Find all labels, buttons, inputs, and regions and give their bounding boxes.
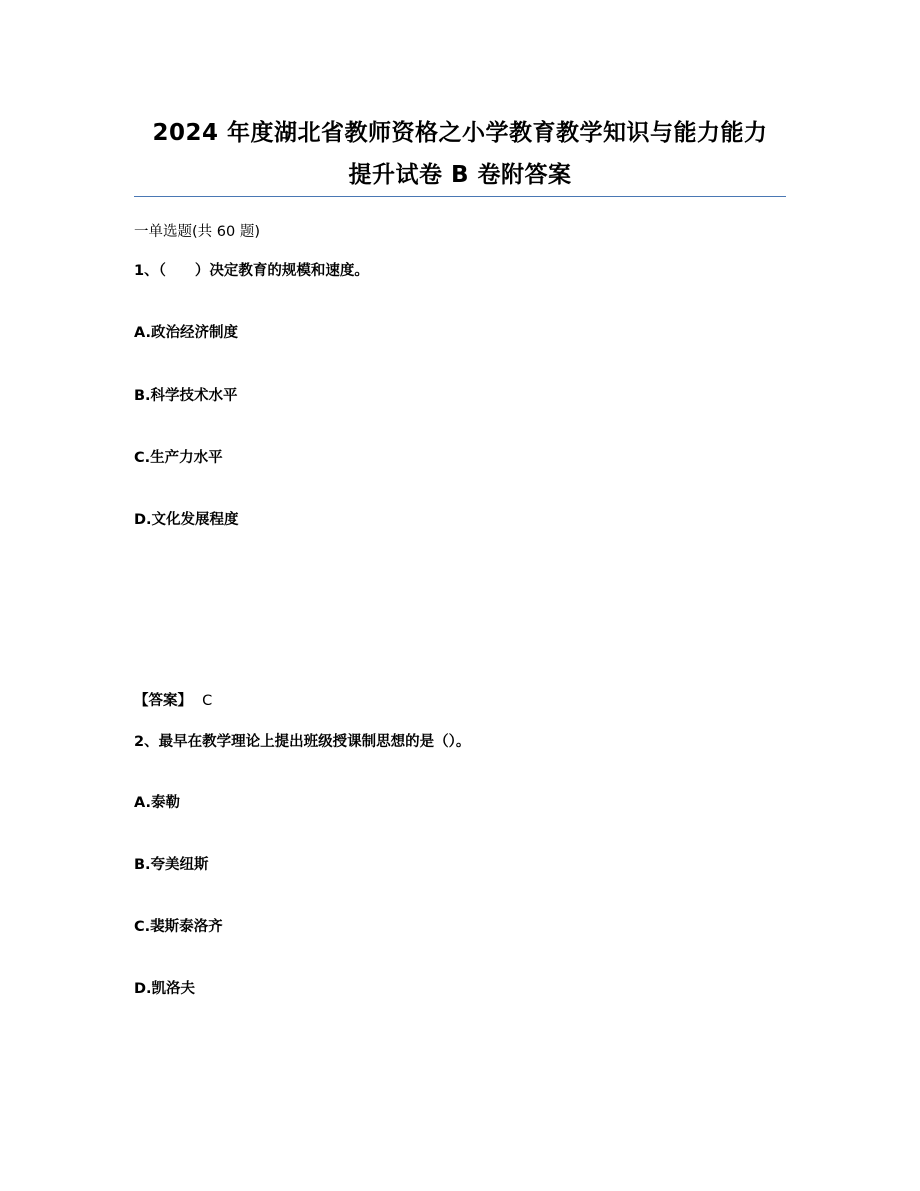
question-1-answer bbox=[134, 691, 212, 711]
question-1-option-b: B.科学技术水平 bbox=[134, 388, 238, 404]
question-1-option-d: D.文化发展程度 bbox=[134, 512, 239, 528]
question-2-stem: 2、最早在教学理论上提出班级授课制思想的是（）。 bbox=[134, 734, 471, 750]
question-2-option-d: D.凯洛夫 bbox=[134, 981, 196, 997]
question-1-stem: 1、（ ）决定教育的规模和速度。 bbox=[134, 263, 369, 279]
title-divider bbox=[134, 196, 786, 197]
question-1-option-a: A.政治经济制度 bbox=[134, 325, 238, 341]
answer-label: 【答案】 bbox=[134, 693, 192, 709]
question-2-option-c: C.裴斯泰洛齐 bbox=[134, 919, 223, 935]
question-2-option-b: B.夸美纽斯 bbox=[134, 857, 209, 873]
question-2-option-a: A.泰勒 bbox=[134, 795, 180, 811]
answer-value: C bbox=[202, 693, 213, 709]
section-header: 一单选题(共 60 题) bbox=[134, 224, 260, 240]
page-title: 2024 年度湖北省教师资格之小学教育教学知识与能力能力 提升试卷 B 卷附答案 bbox=[152, 120, 768, 188]
question-1-option-c: C.生产力水平 bbox=[134, 450, 223, 466]
